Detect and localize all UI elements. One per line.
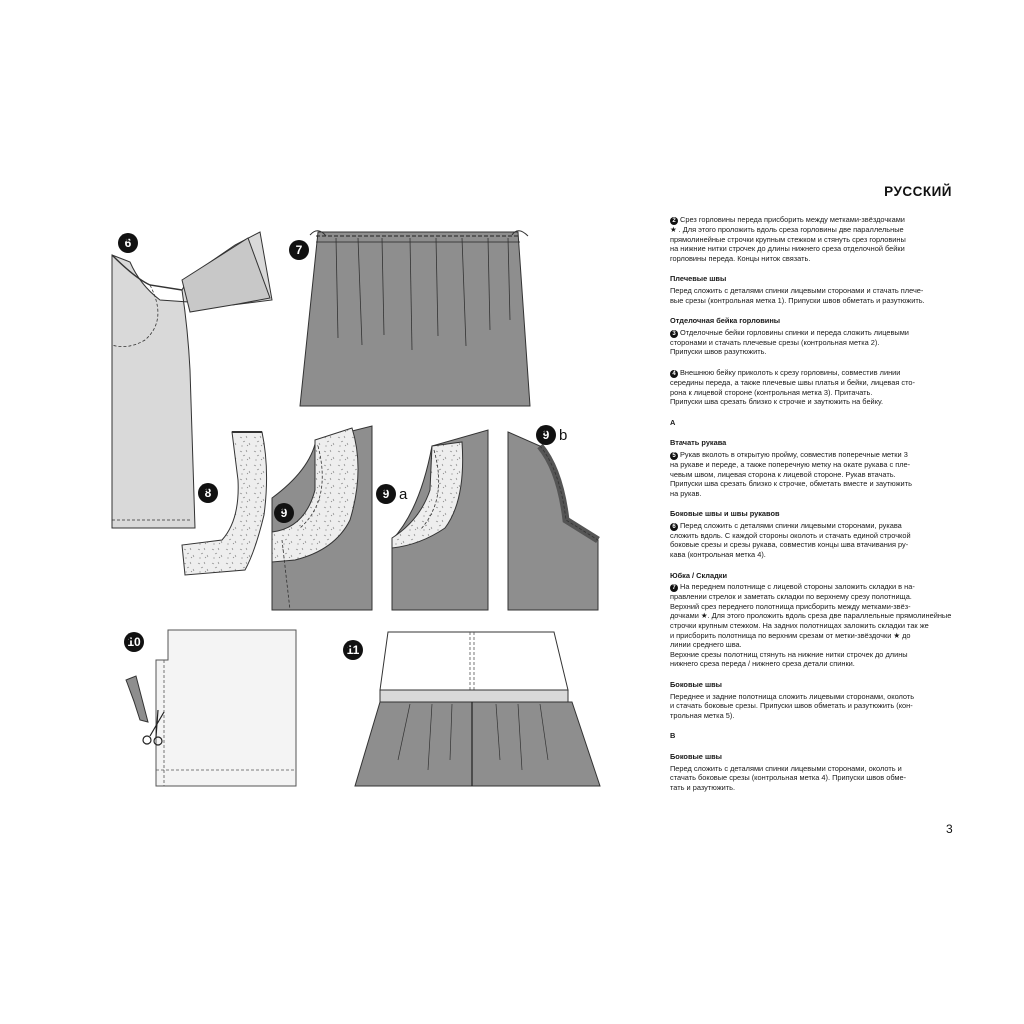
- figure-11-bodice-skirt-join: [355, 632, 600, 786]
- figure-9a-badge: [376, 484, 407, 504]
- figure-9b-number: 9: [536, 425, 556, 445]
- figure-10-number: 10: [124, 632, 144, 652]
- step-7-number: 7: [670, 584, 678, 592]
- language-heading: РУССКИЙ: [884, 184, 952, 199]
- step-4-text: Внешнюю бейку приколоть к срезу горловины, совместив линии середины переда, а также плечевые швы платья и бейки, лицевая сто- рона к лицевой стороне (контрольная метка 3). Притачать. Припуски шва срезать близко к строчке и заутюжить на бейку.: [670, 367, 916, 407]
- shoulder-seams-paragraph: Перед сложить с деталями спинки лицевыми сторонами и стачать плече- вые срезы (контрольная метка 1). Припуски швов обметать и разутюжить.: [670, 285, 925, 305]
- step-5-number: 5: [670, 452, 678, 460]
- figure-7-badge: [289, 240, 309, 260]
- figure-10-badge: [124, 632, 144, 652]
- section-letter-a: A: [670, 417, 676, 427]
- figure-11-badge: [343, 640, 363, 660]
- pin-icon: [343, 640, 355, 654]
- step-2-number: 2: [670, 217, 678, 225]
- section-heading-side-sleeve: Боковые швы и швы рукавов: [670, 509, 780, 519]
- pin-icon: [124, 632, 136, 646]
- section-heading-side-seams-1: Боковые швы: [670, 680, 722, 689]
- figure-9-number: 9: [274, 503, 294, 523]
- pin-icon: [376, 484, 388, 498]
- section-heading-skirt: Юбка / Складки: [670, 570, 728, 580]
- figure-11-number: 11: [343, 640, 363, 660]
- figure-8-number: 8: [198, 483, 218, 503]
- step-7-text: На переднем полотнище с лицевой стороны заложить складки в на- правлении стрелок и заметать складки по верхнему срезу полотнища. Верхний срез переднего полотнища присборить между метками-звёз- дочками ★. Для этого проложить вдоль среза две параллельные прямолинейные строчки крупным стежком. На задних полотнищах заложить складки так же и присборить полотнища по верхним срезам от метки-звёздочки ★ до линии среднего шва. Верхние срезы полотнищ стянуть на нижние нитки строчек до длины нижнего среза переда / нижнего среза детали спинки.: [670, 582, 952, 669]
- figure-7-number: 7: [289, 240, 309, 260]
- step-2-paragraph: [670, 215, 952, 263]
- figure-6-number: 6: [118, 233, 138, 253]
- step-5-text: Рукав вколоть в открытую пройму, совместив поперечные метки 3 на рукаве и переде, а также поперечную метку на окате рукава с пле- чевым швом, лицевая сторона к лицевой стороне. Рукав втачать. Припуски шва срезать близко к строчке, обметать вместе и заутюжить на рукав.: [670, 449, 912, 498]
- section-heading-shoulder: Плечевые швы: [670, 274, 727, 284]
- pin-icon: [274, 503, 286, 517]
- step-7-paragraph: [670, 582, 952, 669]
- pin-icon: [118, 233, 130, 247]
- side-seams-1-paragraph: Переднее и задние полотнища сложить лицевыми сторонами, околоть и стачать боковые срезы. Припуски швов обметать и разутюжить (кон- трольная метка 5).: [670, 691, 915, 720]
- step-3-text: Отделочные бейки горловины спинки и переда сложить лицевыми сторонами и стачать плечевые срезы (контрольная метка 2). Припуски швов разутюжить.: [670, 327, 909, 357]
- figure-9b-badge: [536, 425, 567, 445]
- pin-icon: [536, 425, 548, 439]
- figure-10-hem-trimming: [126, 630, 296, 786]
- step-3-number: 3: [670, 330, 678, 338]
- figure-8-badge: [198, 483, 218, 503]
- pin-icon: [198, 483, 210, 497]
- step-6-number: 6: [670, 523, 678, 531]
- figure-9b-letter: b: [559, 426, 568, 444]
- instructions-column: [670, 185, 952, 803]
- figure-9a-gathered-neckline: [392, 430, 488, 610]
- figure-9-badge: [274, 503, 294, 523]
- section-letter-b: B: [670, 731, 676, 741]
- step-5-paragraph: [670, 450, 952, 498]
- figure-9b-finished-neckline: [508, 432, 598, 610]
- step-4-number: 4: [670, 370, 678, 378]
- figure-9a-number: 9: [376, 484, 396, 504]
- figure-6-badge: [118, 233, 138, 253]
- figure-9a-letter: a: [399, 485, 408, 503]
- section-heading-sleeve: Втачать рукава: [670, 438, 727, 448]
- step-6-text: Перед сложить с деталями спинки лицевыми сторонами, рукава сложить вдоль. С каждой стороны околоть и стачать единой строчкой боковые срезы и срезы рукава, совместив концы шва втачивания ру- кава (контрольная метка 4).: [670, 520, 911, 560]
- page-number: 3: [946, 822, 953, 836]
- section-heading-binding: Отделочная бейка горловины: [670, 316, 781, 326]
- side-seams-2-paragraph: Перед сложить с деталями спинки лицевыми сторонами, околоть и стачать боковые срезы (контрольная метка 4). Припуски швов обме- тать и разутюжить.: [670, 763, 907, 792]
- step-2-text: Срез горловины переда присборить между метками-звёздочками ★ . Для этого проложить вдоль среза горловины две параллельные прямолинейные строчки крупным стежком и стянуть срез горловины на нижние нитки строчек до длины нижнего среза отделочной бейки горловины переда. Концы ниток связать.: [670, 215, 906, 263]
- step-4-paragraph: [670, 368, 952, 407]
- section-heading-side-seams-2: Боковые швы: [670, 751, 722, 761]
- step-6-paragraph: [670, 521, 952, 560]
- figure-7-skirt-pleats: [300, 231, 530, 406]
- step-3-paragraph: [670, 328, 952, 357]
